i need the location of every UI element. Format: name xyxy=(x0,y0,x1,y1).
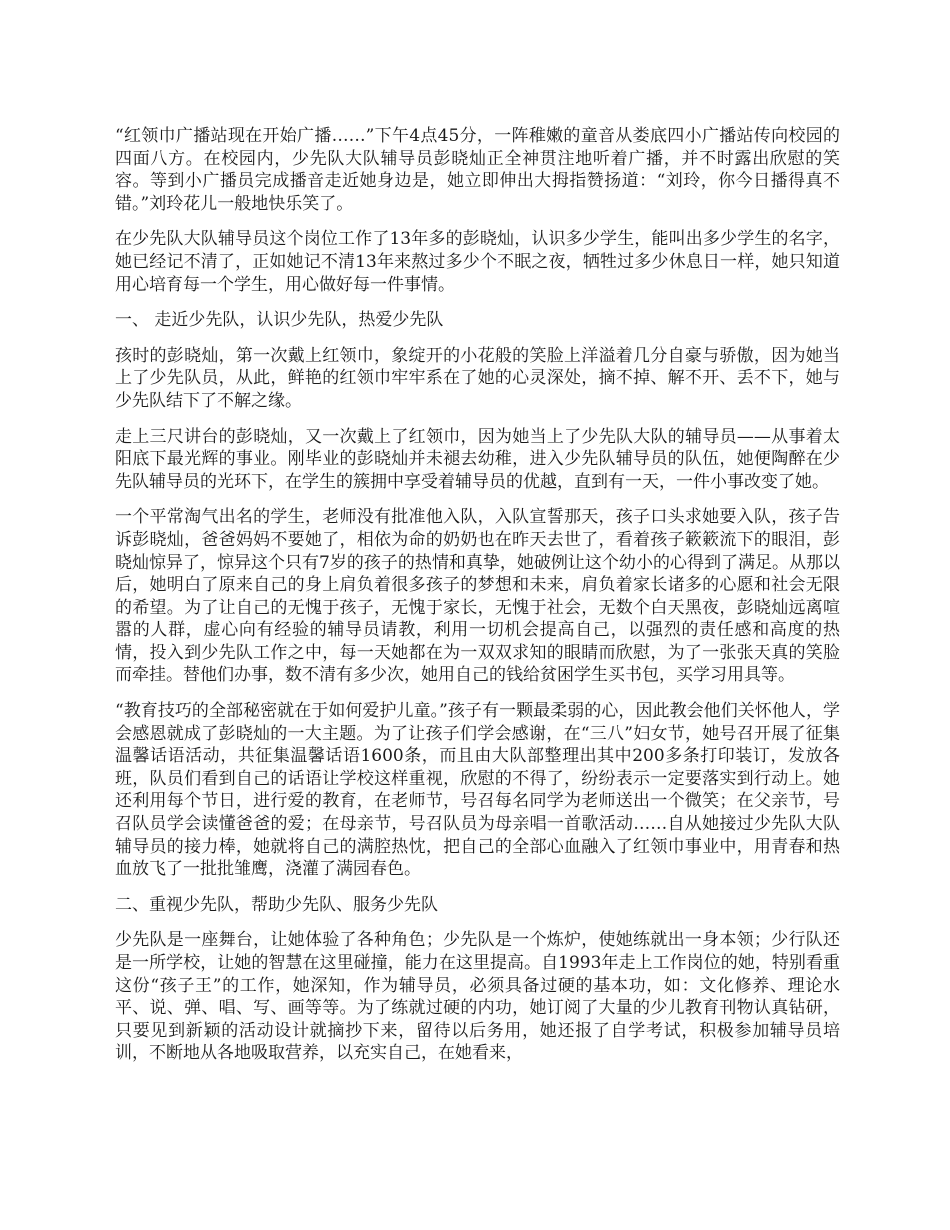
document-body xyxy=(115,125,840,1078)
section-heading-1: 一、 走近少先队，认识少先队，热爱少先队 xyxy=(115,310,444,331)
paragraph-becoming-counselor: 走上三尺讲台的彭晓灿，又一次戴上了红领巾，因为她当上了少先队大队的辅导员——从事着太阳底下最光辉的事业。刚毕业的彭晓灿并未褪去幼稚，进入少先队辅导员的队伍，她便陶醉在少先队辅导员的光环下，在学生的簇拥中享受着辅导员的优越，直到有一天，一件小事改变了她。 xyxy=(115,426,840,492)
paragraph-stage: 少先队是一座舞台，让她体验了各种角色；少先队是一个炼炉，使她练就出一身本领；少行队还是一所学校，让她的智慧在这里碰撞，能力在这里提高。自1993年走上工作岗位的她，特别看重这份“孩子王”的工作，她深知，作为辅导员，必须具备过硬的基本功，如：文化修养、理论水平、说、弹、唱、写、画等等。为了练就过硬的内功，她订阅了大量的少儿教育刊物认真钻研，只要见到新颖的活动设计就摘抄下来，留待以后务用，她还报了自学考试，积极参加辅导员培训，不断地从各地吸取营养，以充实自己，在她看来， xyxy=(115,930,840,1064)
paragraph-education-love: “教育技巧的全部秘密就在于如何爱护儿童。”孩子有一颗最柔弱的心，因此教会他们关怀他人，学会感恩就成了彭晓灿的一大主题。为了让孩子们学会感谢，在“三八”妇女节，她号召开展了征集温馨话语活动，共征集温馨话语1600条，而且由大队部整理出其中200多条打印装订，发放各班，队员们看到自己的话语让学校这样重视，欣慰的不得了，纷纷表示一定要落实到行动上。她还利用每个节日，进行爱的教育，在老师节，号召每名同学为老师送出一个微笑；在父亲节，号召队员学会读懂爸爸的爱；在母亲节，号召队员为母亲唱一首歌活动……自从她接过少先队大队辅导员的接力棒，她就将自己的满腔热忱，把自己的全部心血融入了红领巾事业中，用青春和热血放飞了一批批雏鹰，浇灌了满园春色。 xyxy=(115,701,840,880)
paragraph-intro: “红领巾广播站现在开始广播……”下午4点45分，一阵稚嫩的童音从娄底四小广播站传向校园的四面八方。在校园内，少先队大队辅导员彭晓灿正全神贯注地听着广播，并不时露出欣慰的笑容。等到小广播员完成播音走近她身边是，她立即伸出大拇指赞扬道：“刘玲，你今日播得真不错。”刘玲花儿一般地快乐笑了。 xyxy=(115,126,840,214)
paragraph-childhood: 孩时的彭晓灿，第一次戴上红领巾，象绽开的小花般的笑脸上洋溢着几分自豪与骄傲，因为她当上了少先队员，从此，鲜艳的红领巾牢牢系在了她的心灵深处，摘不掉、解不开、丢不下，她与少先队结下了不解之缘。 xyxy=(115,345,840,411)
section-heading-2: 二、重视少先队，帮助少先队、服务少先队 xyxy=(115,894,438,915)
paragraph-background: 在少先队大队辅导员这个岗位工作了13年多的彭晓灿，认识多少学生，能叫出多少学生的名字，她已经记不清了，正如她记不清13年来熬过多少个不眠之夜，牺牲过多少休息日一样，她只知道用心培育每一个学生，用心做好每一件事情。 xyxy=(115,229,840,295)
paragraph-turning-point: 一个平常淘气出名的学生，老师没有批准他入队，入队宣誓那天，孩子口头求她要入队，孩子告诉彭晓灿，爸爸妈妈不要她了，相依为命的奶奶也在昨天去世了，看着孩子簌簌流下的眼泪，彭晓灿惊异了，惊异这个只有7岁的孩子的热情和真挚，她破例让这个幼小的心得到了满足。从那以后，她明白了原来自己的身上肩负着很多孩子的梦想和未来，肩负着家长诸多的心愿和社会无限的希望。为了让自己的无愧于孩子，无愧于家长，无愧于社会，无数个白天黑夜，彭晓灿远离喧嚣的人群，虚心向有经验的辅导员请教，利用一切机会提高自己，以强烈的责任感和高度的热情，投入到少先队工作之中，每一天她都在为一双双求知的眼睛而欣慰，为了一张张天真的笑脸而牵挂。替他们办事，数不清有多少次，她用自己的钱给贫困学生买书包，买学习用具等。 xyxy=(115,507,840,686)
